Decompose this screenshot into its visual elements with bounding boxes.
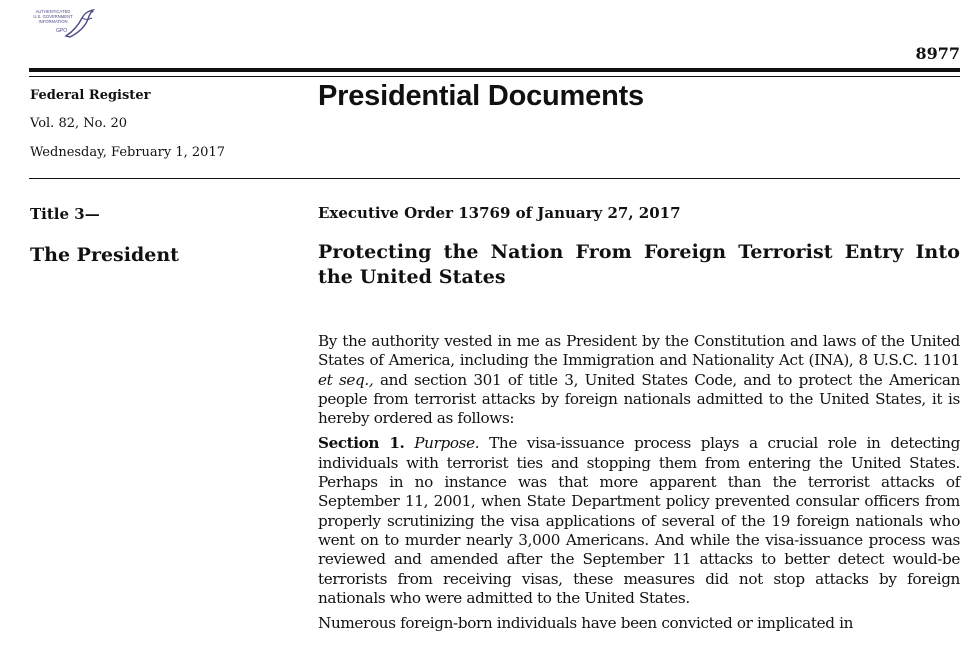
gpo-mark: GPO [56, 28, 68, 34]
header-rule-thick [29, 68, 960, 72]
section-divider-rule [29, 178, 960, 179]
gpo-logo-line-3: INFORMATION [38, 18, 68, 24]
title-name: The President [30, 244, 179, 266]
eagle-icon [62, 6, 98, 42]
section-1-label: Section 1. [318, 434, 405, 453]
next-paragraph [318, 614, 960, 633]
publication-date: Wednesday, February 1, 2017 [30, 145, 225, 160]
preamble-text-2: and section 301 of title 3, United States Code, and to protect the American people from terrorist attacks by foreign nationals admitted to the United States, it is hereby ordered as follows: [318, 370, 960, 428]
section-1-text: The visa-issuance process plays a crucial role in detecting individuals with terrorist ties and stopping them from entering the United States. Perhaps in no instance was that more apparent than the terrorist attacks of September 11, 2001, when State Department policy prevented consular officers from properly scrutinizing the visa applications of several of the 19 foreign nationals who went on to murder nearly 3,000 Americans. And while the visa-issuance process was reviewed and amended after the September 11 attacks to better detect would-be terrorists from receiving visas, these measures did not stop attacks by foreign nationals who were admitted to the United States. [318, 434, 960, 607]
gpo-logo-line-1: AUTHENTICATED [35, 9, 71, 14]
page-number: 8977 [915, 44, 960, 63]
section-1-heading: Purpose. [414, 434, 480, 453]
volume-number: Vol. 82, No. 20 [30, 116, 128, 131]
gpo-authentication-logo [26, 6, 98, 42]
order-body [318, 332, 960, 639]
preamble-paragraph [318, 332, 960, 428]
gpo-logo-line-2: U.S. GOVERNMENT [33, 13, 73, 19]
title-number: Title 3— [30, 205, 100, 223]
publication-name: Federal Register [30, 88, 151, 103]
next-paragraph-text: Numerous foreign-born individuals have been convicted or implicated in [318, 614, 854, 633]
preamble-italic: et seq., [318, 370, 374, 389]
executive-order-number: Executive Order 13769 of January 27, 2017 [318, 204, 681, 222]
preamble-text-1: By the authority vested in me as President by the Constitution and laws of the United States of America, including the Immigration and Nationality Act (INA), 8 U.S.C. 1101 [318, 332, 960, 370]
header-rule-thin [29, 76, 960, 77]
executive-order-title: Protecting the Nation From Foreign Terrorist Entry Into the United States [318, 241, 960, 288]
section-1-paragraph [318, 434, 960, 608]
section-title: Presidential Documents [318, 80, 644, 112]
